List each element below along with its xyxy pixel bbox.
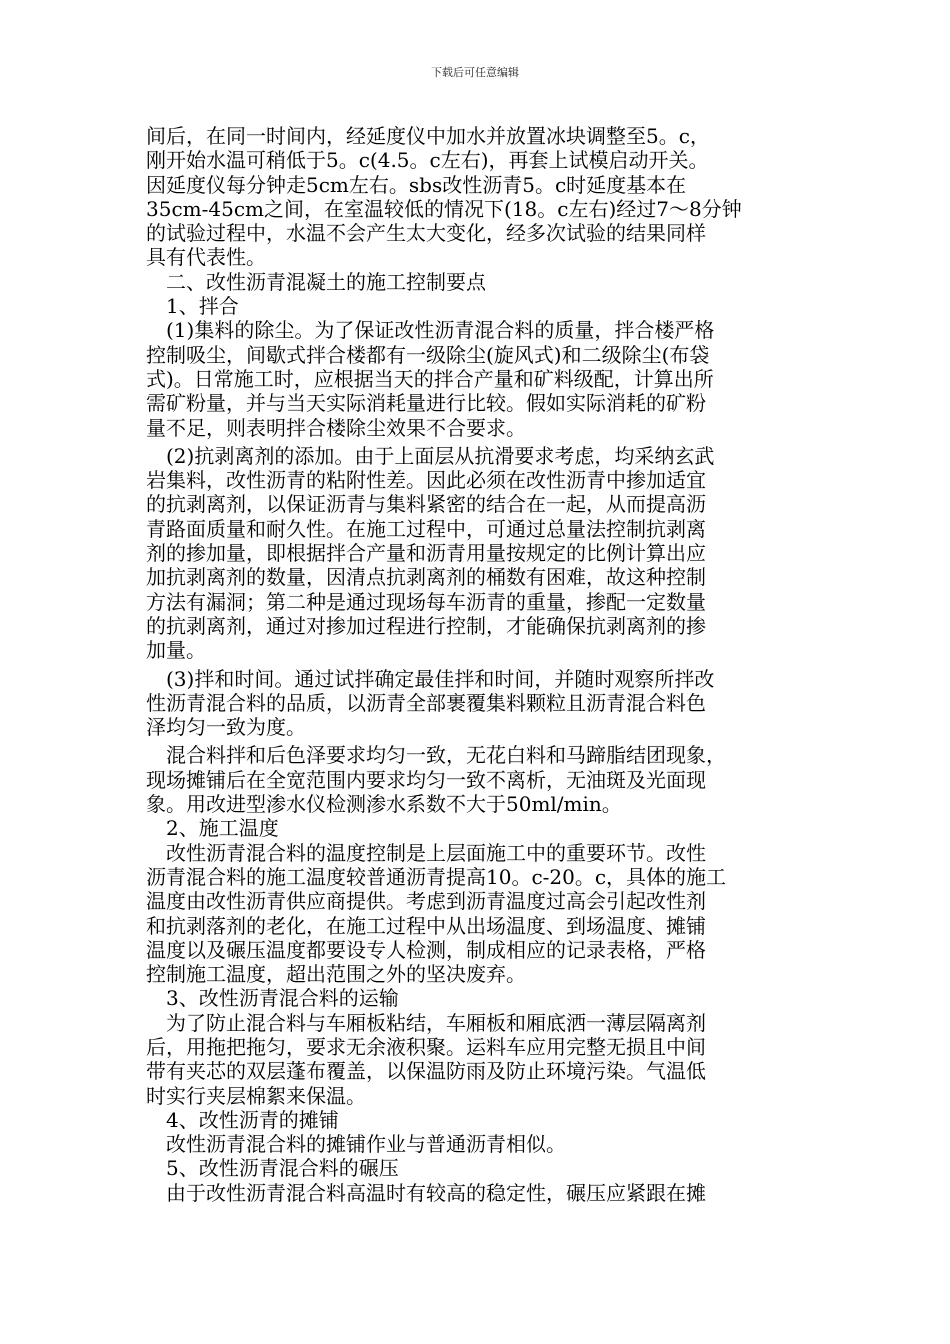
text-line: 间后，在同一时间内，经延度仪中加水并放置冰块调整至5。c， [146, 124, 710, 148]
text-line: 加量。 [146, 638, 206, 663]
subsection-heading: 1、拌合 [166, 294, 239, 319]
text-line: 加抗剥离剂的数量，因清点抗剥离剂的桶数有困难，故这种控制 [146, 565, 706, 590]
text-line: 由于改性沥青混合料高温时有较高的稳定性，碾压应紧跟在摊 [166, 1180, 706, 1205]
text-line: 的抗剥离剂，以保证沥青与集料紧密的结合在一起，从而提高沥 [146, 492, 706, 517]
text-line: 具有代表性。 [146, 245, 266, 270]
text-line: 式)。日常施工时，应根据当天的拌合产量和矿料级配，计算出所 [146, 366, 714, 391]
text-line: 岩集料，改性沥青的粘附性差。因此必须在改性沥青中掺加适宜 [146, 468, 706, 493]
text-line: 为了防止混合料与车厢板粘结，车厢板和厢底洒一薄层隔离剂 [166, 1010, 706, 1035]
subsection-heading: 2、施工温度 [166, 816, 279, 841]
text-line: 量不足，则表明拌合楼除尘效果不合要求。 [146, 415, 526, 440]
text-line: 象。用改进型渗水仪检测渗水系数不大于50ml/min。 [146, 792, 622, 817]
text-line: 的抗剥离剂，通过对掺加过程进行控制，才能确保抗剥离剂的掺 [146, 613, 706, 638]
subsection-heading: 5、改性沥青混合料的碾压 [166, 1156, 399, 1181]
text-line: (3)拌和时间。通过试拌确定最佳拌和时间，并随时观察所拌改 [166, 666, 715, 691]
text-line: 和抗剥落剂的老化，在施工过程中从出场温度、到场温度、摊铺 [146, 913, 706, 938]
text-line: 现场摊铺后在全宽范围内要求均匀一致不离析，无油斑及光面现 [146, 767, 706, 792]
text-line: 改性沥青混合料的摊铺作业与普通沥青相似。 [166, 1132, 566, 1157]
subsection-heading: 4、改性沥青的摊铺 [166, 1107, 339, 1132]
text-line: 带有夹芯的双层蓬布覆盖，以保温防雨及防止环境污染。气温低 [146, 1059, 706, 1084]
subsection-heading: 3、改性沥青混合料的运输 [166, 986, 399, 1011]
page-header: 下载后可任意编辑 [431, 66, 519, 79]
text-line: 方法有漏洞；第二种是通过现场每车沥青的重量，掺配一定数量 [146, 589, 706, 614]
body-text [146, 124, 796, 1205]
text-line: 控制吸尘，间歇式拌合楼都有一级除尘(旋风式)和二级除尘(布袋 [146, 342, 710, 367]
text-line: 改性沥青混合料的温度控制是上层面施工中的重要环节。改性 [166, 840, 706, 865]
text-line: 的试验过程中，水温不会产生太大变化，经多次试验的结果同样 [146, 221, 706, 246]
text-line: 沥青混合料的施工温度较普通沥青提高10。c-20。c，具体的施工 [146, 864, 727, 889]
text-line: 青路面质量和耐久性。在施工过程中，可通过总量法控制抗剥离 [146, 516, 706, 541]
text-line: 温度以及碾压温度都要设专人检测，制成相应的记录表格，严格 [146, 937, 706, 962]
text-line: 剂的掺加量，即根据拌合产量和沥青用量按规定的比例计算出应 [146, 541, 706, 566]
text-line: 性沥青混合料的品质，以沥青全部裹覆集料颗粒且沥青混合料色 [146, 690, 706, 715]
text-line: 因延度仪每分钟走5cm左右。sbs改性沥青5。c时延度基本在 [146, 172, 687, 197]
text-line: 刚开始水温可稍低于5。c(4.5。c左右)，再套上试模启动开关。 [146, 148, 709, 173]
text-line: 混合料拌和后色泽要求均匀一致，无花白料和马蹄脂结团现象， [166, 743, 726, 768]
text-line: 后，用拖把拖匀，要求无余液积聚。运料车应用完整无损且中间 [146, 1034, 706, 1059]
section-heading: 二、改性沥青混凝土的施工控制要点 [166, 269, 486, 294]
text-line: 35cm-45cm之间，在室温较低的情况下(18。c左右)经过7～8分钟 [146, 196, 742, 221]
text-line: 需矿粉量，并与当天实际消耗量进行比较。假如实际消耗的矿粉 [146, 391, 706, 416]
text-line: 泽均匀一致为度。 [146, 715, 306, 740]
text-line: 温度由改性沥青供应商提供。考虑到沥青温度过高会引起改性剂 [146, 889, 706, 914]
text-line: (2)抗剥离剂的添加。由于上面层从抗滑要求考虑，均采纳玄武 [166, 443, 715, 468]
text-line: (1)集料的除尘。为了保证改性沥青混合料的质量，拌合楼严格 [166, 318, 715, 343]
text-line: 控制施工温度，超出范围之外的坚决废弃。 [146, 962, 526, 987]
text-line: 时实行夹层棉絮来保温。 [146, 1083, 366, 1108]
